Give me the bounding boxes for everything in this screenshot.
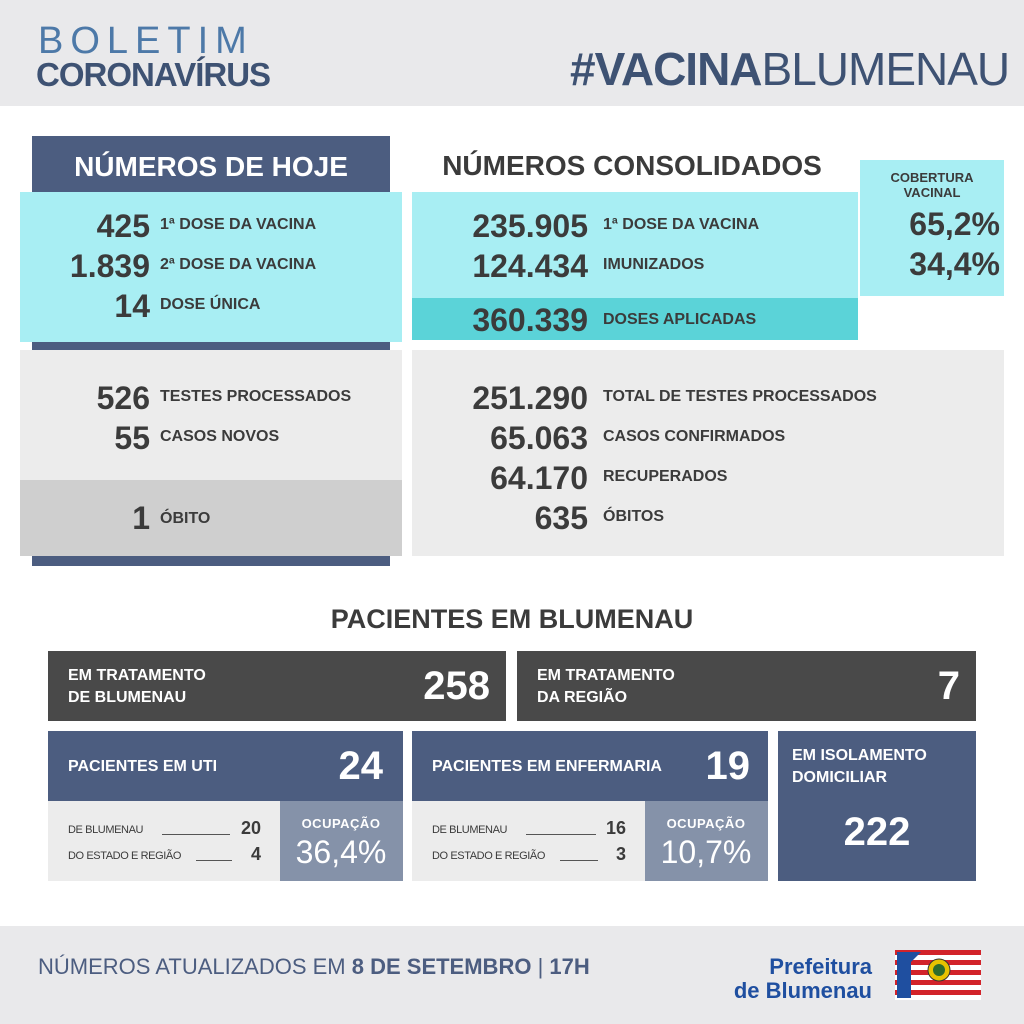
cons-imunizados-value: 124.434	[472, 248, 588, 284]
prefeitura-line1: Prefeitura	[769, 954, 872, 979]
trat-regiao-value: 7	[937, 664, 960, 708]
enfermaria-detail-box	[412, 801, 645, 881]
uti-blumenau-leader	[162, 834, 230, 835]
uti-blumenau-value: 20	[240, 818, 261, 838]
hoje-dose2-label: 2ª DOSE DA VACINA	[160, 256, 317, 273]
isolamento-value: 222	[843, 810, 911, 854]
enfermaria-ocupacao-value: 10,7%	[660, 834, 752, 870]
trat-regiao-label	[537, 665, 675, 709]
hoje-dose-unica-label: DOSE ÚNICA	[160, 296, 261, 313]
uti-detail-box	[48, 801, 280, 881]
hoje-obito-label: ÓBITO	[160, 510, 211, 527]
uti-estado-label: DO ESTADO E REGIÃO	[68, 850, 182, 862]
cobertura-dose1-value: 65,2%	[909, 206, 1000, 242]
trat-regiao-label-2: DA REGIÃO	[537, 689, 628, 706]
cons-dose1-value: 235.905	[472, 208, 588, 244]
isolamento-label	[792, 745, 927, 789]
cobertura-title	[860, 170, 1004, 200]
title-boletim: BOLETIM	[38, 20, 254, 62]
prefeitura-logo-text	[730, 955, 872, 1003]
enfermaria-value: 19	[705, 744, 750, 788]
cobertura-title-line2: VACINAL	[903, 185, 961, 200]
enfermaria-ocupacao-label: OCUPAÇÃO	[666, 816, 746, 831]
title-coronavirus: CORONAVÍRUS	[36, 56, 271, 93]
enfermaria-blumenau-label: DE BLUMENAU	[432, 824, 508, 836]
hoje-dose-unica-value: 14	[114, 288, 150, 324]
enfermaria-blumenau-leader	[526, 834, 596, 835]
footer-date: 8 DE SETEMBRO	[351, 954, 532, 979]
hashtag-light: BLUMENAU	[761, 43, 1010, 95]
trat-blumenau-label	[68, 665, 206, 709]
cons-recuperados-label: RECUPERADOS	[603, 468, 728, 485]
cons-obitos-label: ÓBITOS	[603, 508, 665, 525]
hashtag-bold: #VACINA	[570, 43, 762, 95]
trat-blumenau-value: 258	[423, 664, 490, 708]
uti-ocupacao-label: OCUPAÇÃO	[301, 816, 381, 831]
isolamento-label-1: EM ISOLAMENTO	[792, 747, 927, 764]
cons-confirmados-label: CASOS CONFIRMADOS	[603, 428, 786, 445]
uti-value: 24	[338, 744, 383, 788]
cons-imunizados-label: IMUNIZADOS	[603, 256, 705, 273]
uti-ocupacao-value: 36,4%	[295, 834, 387, 870]
blumenau-flag-icon	[895, 950, 981, 1000]
hoje-dose1-value: 425	[96, 208, 150, 244]
cobertura-imunizados-value: 34,4%	[909, 246, 1000, 282]
enfermaria-estado-value: 3	[615, 844, 626, 864]
uti-estado-value: 4	[250, 844, 261, 864]
enfermaria-label: PACIENTES EM ENFERMARIA	[432, 758, 662, 775]
hoje-dose2-value: 1.839	[69, 248, 150, 284]
footer-update-text	[38, 954, 590, 980]
trat-blumenau-label-1: EM TRATAMENTO	[68, 667, 206, 684]
cobertura-title-line1: COBERTURA	[890, 170, 974, 185]
hoje-title: NÚMEROS DE HOJE	[32, 136, 390, 192]
enfermaria-blumenau-value: 16	[605, 818, 626, 838]
cons-doses-value: 360.339	[472, 302, 588, 338]
cons-testes-label: TOTAL DE TESTES PROCESSADOS	[603, 388, 877, 405]
enfermaria-estado-label: DO ESTADO E REGIÃO	[432, 850, 546, 862]
cons-doses-label: DOSES APLICADAS	[603, 311, 757, 328]
cons-testes-value: 251.290	[472, 380, 588, 416]
hoje-dose1-label: 1ª DOSE DA VACINA	[160, 216, 317, 233]
prefeitura-line2: de Blumenau	[733, 978, 872, 1003]
uti-label: PACIENTES EM UTI	[68, 758, 218, 775]
cons-obitos-value: 635	[534, 500, 588, 536]
footer-prefix: NÚMEROS ATUALIZADOS EM	[38, 954, 352, 979]
cons-confirmados-value: 65.063	[490, 420, 588, 456]
hashtag-title	[570, 42, 1009, 96]
trat-regiao-label-1: EM TRATAMENTO	[537, 667, 675, 684]
footer-time: 17H	[549, 954, 590, 979]
trat-blumenau-label-2: DE BLUMENAU	[68, 689, 187, 706]
hoje-casos-label: CASOS NOVOS	[160, 428, 280, 445]
cons-recuperados-value: 64.170	[490, 460, 588, 496]
cons-dose1-label: 1ª DOSE DA VACINA	[603, 216, 760, 233]
uti-blumenau-label: DE BLUMENAU	[68, 824, 144, 836]
hoje-casos-value: 55	[114, 420, 150, 456]
hoje-obito-value: 1	[132, 500, 150, 536]
isolamento-label-2: DOMICILIAR	[792, 769, 888, 786]
pacientes-title: PACIENTES EM BLUMENAU	[330, 604, 694, 634]
footer-separator: |	[531, 954, 550, 979]
hoje-testes-value: 526	[96, 380, 150, 416]
consolidados-title: NÚMEROS CONSOLIDADOS	[442, 150, 822, 181]
hoje-testes-label: TESTES PROCESSADOS	[160, 388, 352, 405]
